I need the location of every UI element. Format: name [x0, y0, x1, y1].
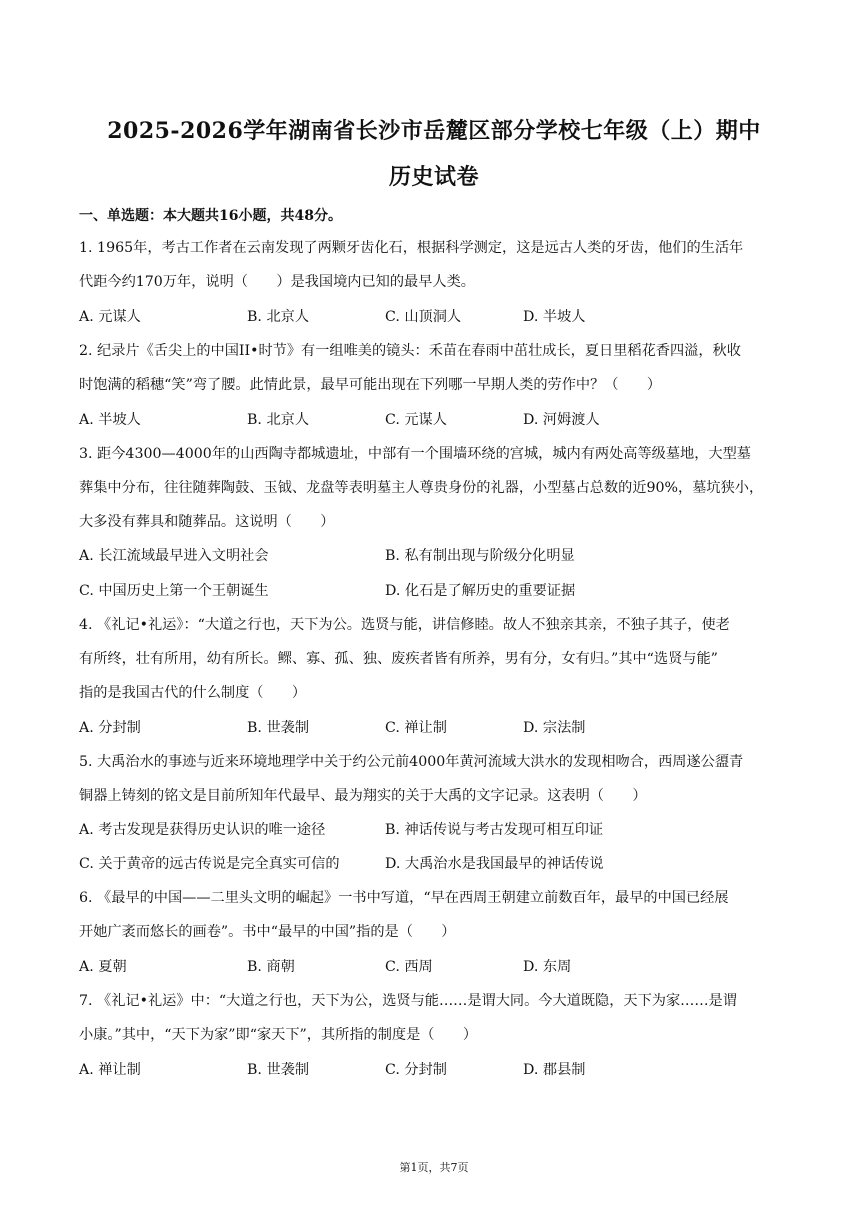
question-3-line-2: 葬集中分布，往往随葬陶鼓、玉钺、龙盘等表明墓主人尊贵身份的礼器，小型墓占总数的近90%，墓坑狭小，: [79, 480, 764, 496]
question-7-option-b: B. 世袭制: [247, 1062, 310, 1078]
question-3-options-row-1: [79, 545, 799, 565]
question-4-option-a: A. 分封制: [79, 720, 141, 736]
question-3-option-c: C. 中国历史上第一个王朝诞生: [79, 583, 269, 599]
question-5-option-c: C. 关于黄帝的远古传说是完全真实可信的: [79, 856, 340, 872]
question-6-option-c: C. 西周: [385, 959, 433, 975]
question-1-option-b: B. 北京人: [247, 309, 310, 325]
question-1-line-1: 1. 1965年，考古工作者在云南发现了两颗牙齿化石，根据科学测定，这是远古人类的牙齿，他们的生活年: [79, 240, 744, 256]
question-3-line-3: 大多没有葬具和随葬品。这说明（ ）: [79, 514, 335, 530]
question-3-option-b: B. 私有制出现与阶级分化明显: [385, 548, 575, 564]
question-5-options-row-1: [79, 819, 799, 839]
question-4-options: [79, 717, 799, 737]
question-2-option-a: A. 半坡人: [79, 412, 141, 428]
question-7-option-d: D. 郡县制: [523, 1062, 586, 1078]
question-4-line-3: 指的是我国古代的什么制度（ ）: [79, 685, 307, 701]
question-2-line-1: 2. 纪录片《舌尖上的中国II•时节》有一组唯美的镜头：禾苗在春雨中茁壮成长，夏日里稻花香四溢，秋收: [79, 343, 741, 359]
page-footer: 第1页，共7页: [399, 1161, 469, 1174]
question-5-line-1: 5. 大禹治水的事迹与近来环境地理学中关于约公元前4000年黄河流域大洪水的发现相吻合，西周遂公盨青: [79, 754, 744, 770]
question-4-line-2: 有所终，壮有所用，幼有所长。鳏、寡、孤、独、废疾者皆有所养，男有分，女有归。”其中“选贤与能”: [79, 651, 718, 667]
question-2-option-d: D. 河姆渡人: [523, 412, 600, 428]
question-4-option-c: C. 禅让制: [385, 720, 447, 736]
question-5-option-a: A. 考古发现是获得历史认识的唯一途径: [79, 822, 326, 838]
question-7-line-1: 7. 《礼记•礼运》中：“大道之行也，天下为公，选贤与能……是谓大同。今大道既隐，天下为家……是谓: [79, 993, 737, 1009]
exam-title: 2025-2026学年湖南省长沙市岳麓区部分学校七年级（上）期中: [107, 118, 761, 144]
question-1-option-c: C. 山顶洞人: [385, 309, 462, 325]
question-7-options: [79, 1059, 799, 1079]
question-7-line-2: 小康。”其中，“天下为家”即“家天下”，其所指的制度是（ ）: [79, 1027, 478, 1043]
question-4-option-b: B. 世袭制: [247, 720, 310, 736]
question-5-options-row-2: [79, 853, 799, 873]
question-6-options: [79, 956, 799, 976]
question-2-option-c: C. 元谋人: [385, 412, 447, 428]
question-1-options: [79, 306, 799, 326]
question-3-options-row-2: [79, 580, 799, 600]
question-6-line-2: 开她广袤而悠长的画卷”。书中“最早的中国”指的是（ ）: [79, 924, 456, 940]
question-2-option-b: B. 北京人: [247, 412, 310, 428]
question-2-options: [79, 409, 799, 429]
question-5-option-d: D. 大禹治水是我国最早的神话传说: [385, 856, 604, 872]
question-5-option-b: B. 神话传说与考古发现可相互印证: [385, 822, 604, 838]
question-7-option-c: C. 分封制: [385, 1062, 447, 1078]
question-6-option-a: A. 夏朝: [79, 959, 127, 975]
question-1-option-d: D. 半坡人: [523, 309, 586, 325]
question-4-line-1: 4. 《礼记•礼运》：“大道之行也，天下为公。选贤与能，讲信修睦。故人不独亲其亲，不独子其子，使老: [79, 617, 730, 633]
question-2-line-2: 时饱满的稻穗“笑”弯了腰。此情此景，最早可能出现在下列哪一早期人类的劳作中？（ ）: [79, 377, 662, 393]
question-1-option-a: A. 元谋人: [79, 309, 141, 325]
question-3-option-a: A. 长江流域最早进入文明社会: [79, 548, 269, 564]
question-6-line-1: 6. 《最早的中国——二里头文明的崛起》一书中写道，“早在西周王朝建立前数百年，最早的中国已经展: [79, 890, 729, 906]
question-7-option-a: A. 禅让制: [79, 1062, 141, 1078]
section-header: 一、单选题：本大题共16小题，共48分。: [79, 208, 342, 224]
question-5-line-2: 铜器上铸刻的铭文是目前所知年代最早、最为翔实的关于大禹的文字记录。这表明（ ）: [79, 788, 647, 804]
exam-subtitle: 历史试卷: [388, 164, 479, 190]
question-3-option-d: D. 化石是了解历史的重要证据: [385, 583, 576, 599]
question-6-option-d: D. 东周: [523, 959, 572, 975]
question-3-line-1: 3. 距今4300—4000年的山西陶寺都城遗址，中部有一个围墙环绕的宫城，城内有两处高等级墓地，大型墓: [79, 446, 751, 462]
question-1-line-2: 代距今约170万年，说明（ ）是我国境内已知的最早人类。: [79, 274, 475, 290]
question-4-option-d: D. 宗法制: [523, 720, 586, 736]
question-6-option-b: B. 商朝: [247, 959, 295, 975]
